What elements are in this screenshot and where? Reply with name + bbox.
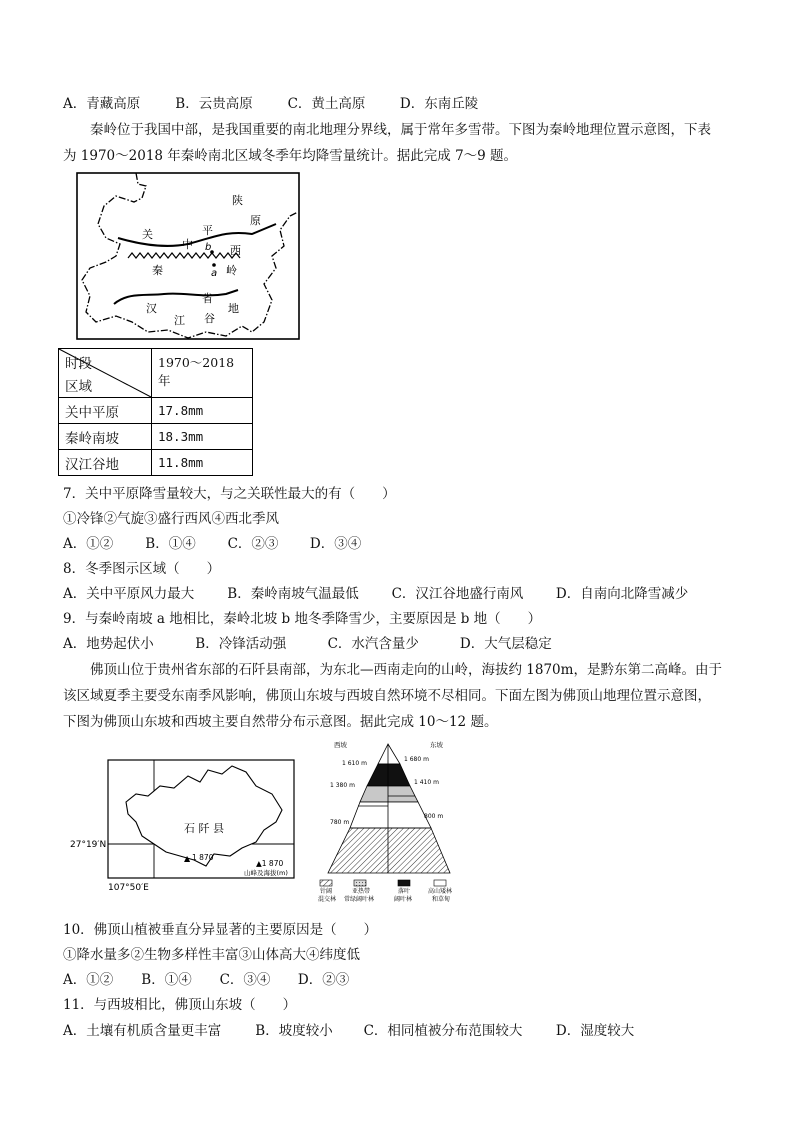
q10-options — [63, 968, 349, 988]
legend-alpine-l1: 高山矮林 — [428, 888, 453, 895]
map-label-b: b — [205, 242, 212, 253]
alt-east-2: 1 410 m — [414, 779, 439, 786]
q9-options — [63, 632, 552, 652]
latitude-label: 27°19′N — [70, 840, 107, 850]
q10-option-b: B．①④ — [141, 972, 192, 988]
map-label-gu: 谷 — [204, 312, 215, 325]
legend-swatch-evergreen — [354, 880, 366, 886]
q8-options — [63, 582, 688, 602]
legend-swatch-deciduous — [398, 880, 410, 886]
q10-option-d: D．②③ — [297, 972, 350, 988]
alt-west-3: 780 m — [330, 819, 350, 826]
q8-option-c: C．汉江谷地盛行南风 — [391, 586, 524, 602]
map-label-sheng: 省 — [202, 292, 213, 305]
point-a-marker — [212, 263, 216, 267]
map-label-qin: 秦 — [152, 264, 163, 277]
zone-deciduous-broadleaf — [367, 764, 410, 786]
q11-option-d: D．湿度较大 — [555, 1023, 635, 1039]
map-label-shan: 陕 — [232, 194, 243, 207]
alt-west-1: 1 610 m — [342, 760, 367, 767]
legend-evergreen-l1: 亚热带 — [352, 888, 371, 895]
q7-option-a: A．①② — [63, 536, 114, 552]
q10-items: ①降水量多②生物多样性丰富③山体高大④纬度低 — [63, 947, 360, 963]
foding-intro-line1: 佛顶山位于贵州省东部的石阡县南部，为东北—西南走向的山岭，海拔约 1870m，是黔东第二高峰。由于 — [90, 662, 722, 678]
q7-option-c: C．②③ — [227, 536, 279, 552]
legend-swatch-mixed — [320, 880, 332, 886]
q7-stem: 7．关中平原降雪量较大，与之关联性最大的有（ ） — [63, 486, 396, 502]
label-west-slope: 西坡 — [334, 741, 347, 749]
peak-icon: ▲ — [184, 854, 191, 863]
q6-option-a: A．青藏高原 — [63, 96, 141, 112]
row-value: 18.3mm — [152, 424, 253, 450]
legend-peak-text: 山峰及海拔(m) — [244, 869, 288, 877]
map-label-a: a — [211, 268, 218, 279]
peak-altitude: 1 870 — [192, 853, 214, 862]
map-label-ping: 平 — [202, 224, 213, 237]
vegetation-zone-diagram — [316, 740, 472, 904]
row-value: 17.8mm — [152, 398, 253, 424]
q10-stem: 10．佛顶山植被垂直分异显著的主要原因是（ ） — [63, 922, 378, 938]
qinling-intro-line1: 秦岭位于我国中部，是我国重要的南北地理分界线，属于常年多雪带。下图为秦岭地理位置示意图，下表 — [90, 122, 711, 138]
county-name: 石 阡 县 — [184, 822, 224, 835]
q11-option-a: A．土壤有机质含量更丰富 — [63, 1023, 222, 1039]
alt-east-1: 1 680 m — [404, 756, 429, 763]
legend-alpine-l2: 和草甸 — [432, 896, 451, 903]
map-label-ling: 岭 — [226, 264, 237, 277]
q6-options — [63, 92, 478, 112]
q9-option-a: A．地势起伏小 — [63, 636, 154, 652]
zone-evergreen-broadleaf — [328, 828, 450, 873]
header-region: 区域 — [65, 379, 92, 395]
q6-option-c: C．黄土高原 — [287, 96, 366, 112]
q11-stem: 11．与西坡相比，佛顶山东坡（ ） — [63, 997, 297, 1013]
header-years: 1970～2018 年 — [152, 349, 253, 398]
longitude-label: 107°50′E — [108, 883, 149, 893]
zone-mixed-forest — [360, 786, 418, 802]
q8-option-d: D．自南向北降雪减少 — [555, 586, 689, 602]
table-header-row — [59, 349, 253, 398]
row-value: 11.8mm — [152, 450, 253, 476]
zone-alpine-meadow — [378, 744, 400, 764]
q7-options — [63, 532, 361, 552]
qinling-map — [76, 172, 300, 340]
q10-option-c: C．③④ — [219, 972, 271, 988]
map-label-di: 地 — [228, 302, 239, 315]
legend-deciduous-l2: 阔叶林 — [394, 896, 413, 903]
header-period: 时段 — [65, 356, 92, 372]
legend-swatch-alpine — [434, 880, 446, 886]
legend-deciduous-l1: 落叶 — [398, 888, 411, 895]
foding-intro-line2: 该区域夏季主要受东南季风影响，佛顶山东坡与西坡自然环境不尽相同。下面左图为佛顶山地理位置示意图， — [63, 688, 711, 704]
legend-evergreen-l2: 常绿阔叶林 — [344, 896, 375, 903]
q6-option-b: B．云贵高原 — [175, 96, 253, 112]
row-region: 关中平原 — [59, 398, 152, 424]
row-region: 秦岭南坡 — [59, 424, 152, 450]
map-frame — [77, 173, 299, 339]
q6-option-d: D．东南丘陵 — [399, 96, 479, 112]
q9-option-b: B．冷锋活动强 — [195, 636, 287, 652]
q7-option-d: D．③④ — [309, 536, 362, 552]
legend-mixed-l2: 混交林 — [318, 896, 337, 903]
q8-option-b: B．秦岭南坡气温最低 — [227, 586, 359, 602]
q11-option-b: B．坡度较小 — [255, 1023, 333, 1039]
legend-mixed-l1: 针阔 — [320, 888, 333, 895]
q9-option-c: C．水汽含量少 — [327, 636, 419, 652]
snowfall-table — [58, 348, 253, 476]
table-diagonal-header — [59, 349, 152, 398]
legend-peak: ▲1 870 — [256, 859, 284, 868]
map-label-jiang: 江 — [174, 314, 185, 327]
q9-stem: 9．与秦岭南坡 a 地相比，秦岭北坡 b 地冬季降雪少，主要原因是 b 地（ ） — [63, 611, 542, 627]
map-label-zhong: 中 — [182, 238, 193, 251]
foding-intro-line3: 下图为佛顶山东坡和西坡主要自然带分布示意图。据此完成 10～12 题。 — [63, 714, 498, 730]
q8-option-a: A．关中平原风力最大 — [63, 586, 195, 602]
q7-option-b: B．①④ — [145, 536, 196, 552]
table-row — [59, 398, 253, 424]
alt-west-2: 1 380 m — [330, 782, 355, 789]
q9-option-d: D．大气层稳定 — [459, 636, 552, 652]
map-label-han: 汉 — [146, 302, 157, 315]
map-label-guan: 关 — [142, 228, 153, 241]
label-east-slope: 东坡 — [430, 741, 443, 749]
map-label-yuan: 原 — [250, 214, 261, 227]
q11-options — [63, 1019, 634, 1039]
table-row — [59, 424, 253, 450]
alt-east-3: 800 m — [424, 813, 444, 820]
q7-items: ①冷锋②气旋③盛行西风④西北季风 — [63, 511, 279, 527]
q10-option-a: A．①② — [63, 972, 114, 988]
map-label-xi: 西 — [230, 244, 241, 257]
qinling-intro-line2: 为 1970～2018 年秦岭南北区域冬季年均降雪量统计。据此完成 7～9 题。 — [63, 148, 518, 164]
table-row — [59, 450, 253, 476]
q11-option-c: C．相同植被分布范围较大 — [363, 1023, 523, 1039]
foding-location-map — [70, 756, 306, 893]
q8-stem: 8．冬季图示区域（ ） — [63, 561, 221, 577]
row-region: 汉江谷地 — [59, 450, 152, 476]
